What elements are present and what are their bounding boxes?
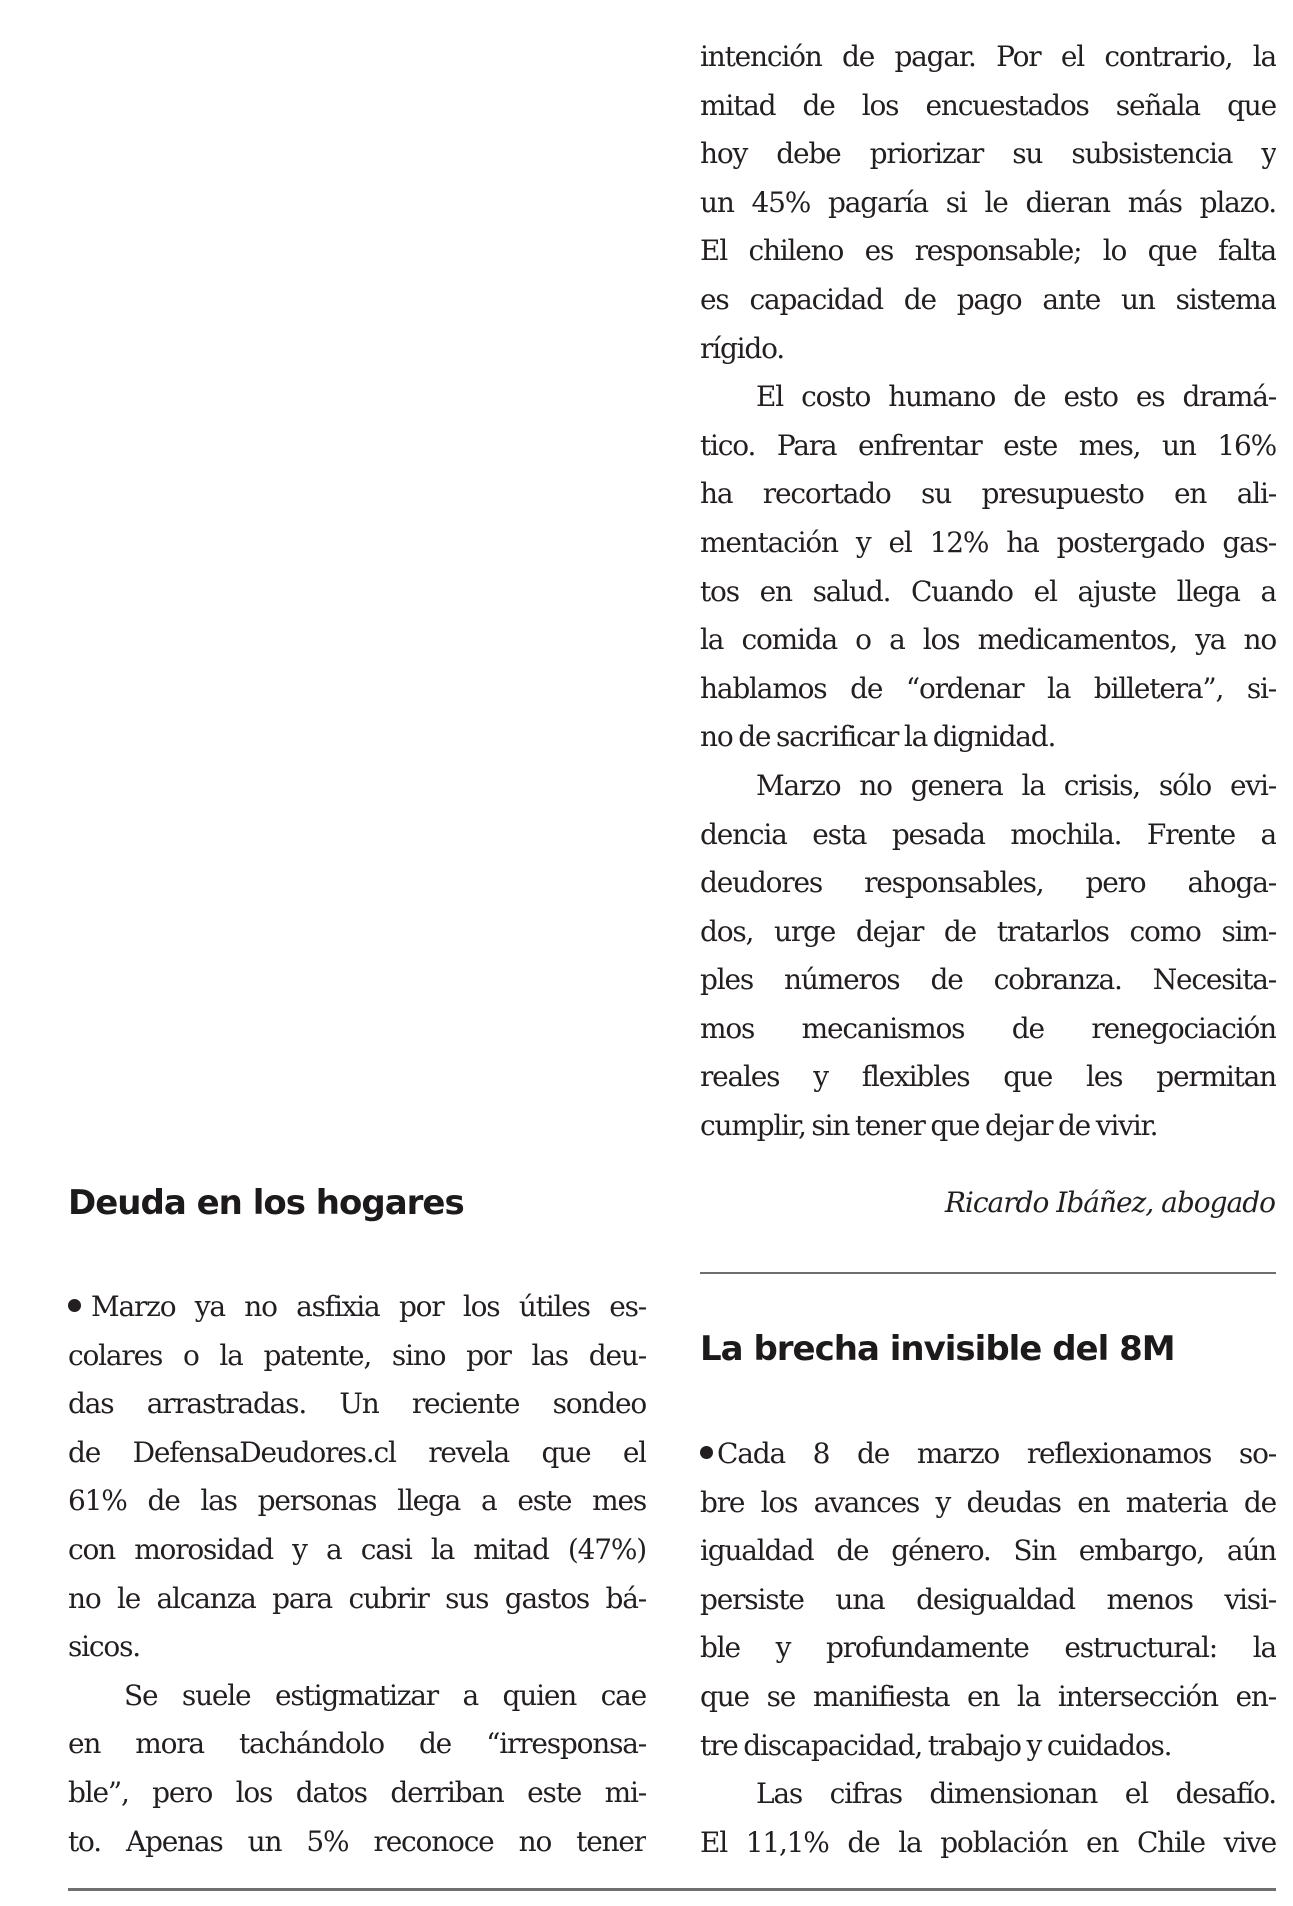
article-top-line: cumplir, sin tener que dejar de vivir. [700, 1109, 1158, 1143]
article-top-line: reales y flexibles que les permitan [700, 1060, 1276, 1094]
article-left-headline: Deuda en los hogares [68, 1183, 464, 1223]
article-top-line: un 45% pagaría si le dieran más plazo. [700, 185, 1276, 219]
article-top-line: tos en salud. Cuando el ajuste llega a [700, 574, 1276, 608]
article-right-headline: La brecha invisible del 8M [700, 1329, 1175, 1369]
article-top-line: El chileno es responsable; lo que falta [700, 234, 1276, 268]
article-left-body [68, 1283, 646, 1866]
article-top-line: tico. Para enfrentar este mes, un 16% [700, 428, 1276, 462]
article-left-line: to. Apenas un 5% reconoce no tener [68, 1824, 646, 1858]
article-top-line: es capacidad de pago ante un sistema [700, 282, 1276, 316]
article-right-line: igualdad de género. Sin embargo, aún [700, 1534, 1276, 1568]
article-left-line: ble”, pero los datos derriban este mi- [68, 1775, 646, 1809]
article-top-line: mos mecanismos de renegociación [700, 1011, 1276, 1045]
article-right-line: Las cifras dimensionan el desafío. [756, 1777, 1276, 1811]
article-top-line: ha recortado su presupuesto en ali- [700, 477, 1276, 511]
article-top-body [700, 33, 1276, 1151]
page-bottom-rule [68, 1888, 1276, 1891]
article-right-line: persiste una desigualdad menos visi- [700, 1582, 1276, 1616]
bullet-icon [700, 1446, 713, 1459]
bullet-icon [68, 1299, 81, 1312]
article-top-line: ples números de cobranza. Necesita- [700, 963, 1276, 997]
article-left-line: 61% de las personas llega a este mes [68, 1484, 646, 1518]
article-right-line: bre los avances y deudas en materia de [700, 1485, 1276, 1519]
article-left-line: das arrastradas. Un reciente sondeo [68, 1387, 646, 1421]
article-top-line: dencia esta pesada mochila. Frente a [700, 817, 1276, 851]
article-left-line: sicos. [68, 1630, 140, 1664]
article-left-line: no le alcanza para cubrir sus gastos bá- [68, 1581, 646, 1615]
right-column-divider [700, 1272, 1276, 1274]
article-right-line: tre discapacidad, trabajo y cuidados. [700, 1728, 1172, 1762]
article-right-line: ble y profundamente estructural: la [700, 1631, 1276, 1665]
article-left-line: en mora tachándolo de “irresponsa- [68, 1727, 646, 1761]
article-top-line: dos, urge dejar de tratarlos como sim- [700, 914, 1276, 948]
article-left-line: con morosidad y a casi la mitad (47%) [68, 1532, 646, 1566]
article-left-line: de DefensaDeudores.cl revela que el [68, 1435, 646, 1469]
article-right-line-text: Cada 8 de marzo reflexionamos so- [717, 1437, 1276, 1470]
article-top-line: mentación y el 12% ha postergado gas- [700, 525, 1276, 559]
article-top-line: deudores responsables, pero ahoga- [700, 866, 1276, 900]
article-right-line: que se manifiesta en la intersección en- [700, 1679, 1276, 1713]
article-top-line: hablamos de “ordenar la billetera”, si- [700, 671, 1276, 705]
article-top-byline: Ricardo Ibáñez, abogado [944, 1186, 1275, 1219]
article-right-body [700, 1430, 1276, 1867]
article-top-line: hoy debe priorizar su subsistencia y [700, 137, 1276, 171]
article-left-line [68, 1283, 646, 1332]
article-right-line [700, 1430, 1276, 1479]
article-left-line: colares o la patente, sino por las deu- [68, 1338, 646, 1372]
article-top-line: rígido. [700, 331, 785, 365]
article-top-line: no de sacrificar la dignidad. [700, 720, 1056, 754]
article-right-line: El 11,1% de la población en Chile vive [700, 1825, 1276, 1859]
article-top-line: Marzo no genera la crisis, sólo evi- [756, 768, 1276, 802]
article-top-line: la comida o a los medicamentos, ya no [700, 623, 1276, 657]
article-top-line: El costo humano de esto es dramá- [756, 380, 1276, 414]
article-left-line: Se suele estigmatizar a quien cae [124, 1678, 646, 1712]
article-left-line-text: Marzo ya no asfixia por los útiles es- [91, 1290, 646, 1323]
article-top-line: intención de pagar. Por el contrario, la [700, 40, 1276, 73]
article-top-line: mitad de los encuestados señala que [700, 88, 1276, 122]
